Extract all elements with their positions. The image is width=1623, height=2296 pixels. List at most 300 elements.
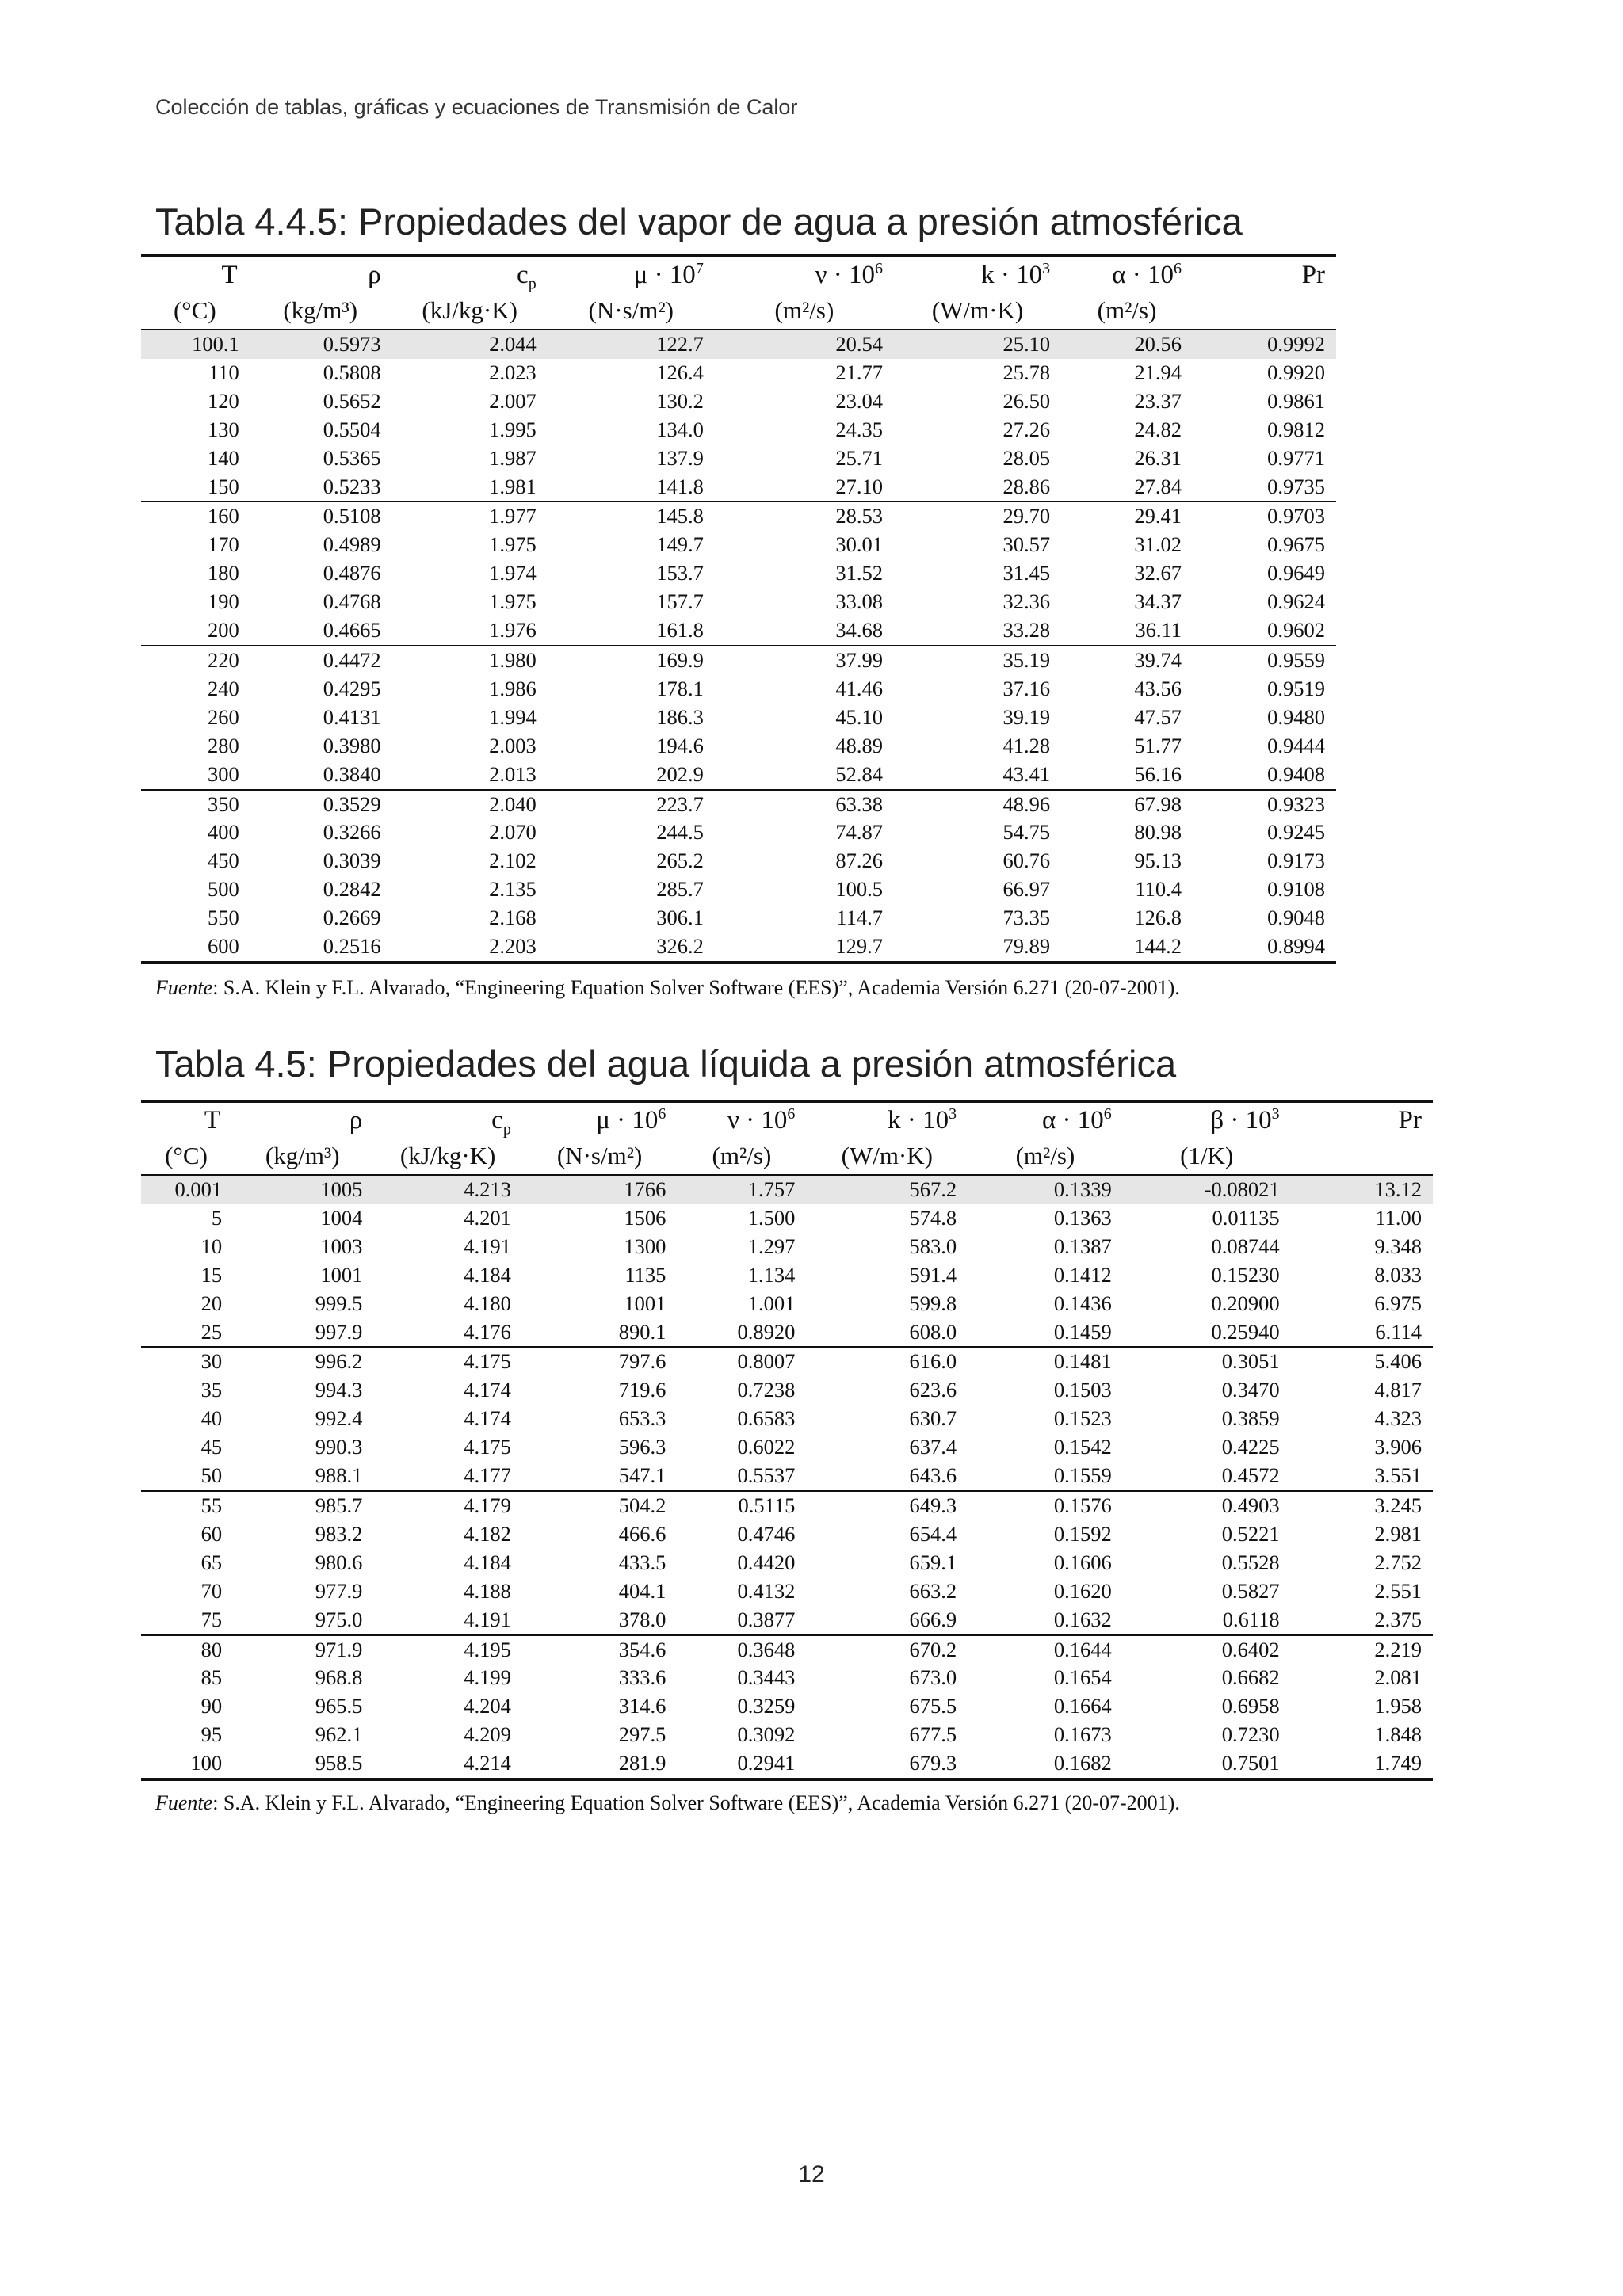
table-cell: 0.3051 bbox=[1123, 1347, 1291, 1376]
table-cell: 623.6 bbox=[909, 1378, 957, 1402]
header-symbol-text: T bbox=[221, 261, 238, 289]
table-row bbox=[141, 1664, 1433, 1692]
table-cell: 0.3259 bbox=[737, 1694, 796, 1718]
column-header-symbol bbox=[548, 256, 715, 292]
table-cell: 297.5 bbox=[618, 1722, 666, 1747]
column-header-unit bbox=[1193, 292, 1336, 330]
table-cell: 4.175 bbox=[464, 1435, 511, 1459]
table-cell: 66.97 bbox=[1002, 877, 1051, 902]
table-cell: 15 bbox=[200, 1262, 223, 1287]
table-row bbox=[141, 1549, 1433, 1577]
table-cell: 2.551 bbox=[1374, 1578, 1422, 1603]
table-cell: 0.4903 bbox=[1123, 1491, 1291, 1520]
table-cell: 0.5808 bbox=[323, 360, 381, 384]
table-cell: 37.16 bbox=[1002, 676, 1051, 700]
table-cell: 649.3 bbox=[806, 1491, 968, 1520]
table-cell: 550 bbox=[207, 906, 239, 930]
table-cell: 27.10 bbox=[835, 474, 883, 498]
table-cell: 160 bbox=[141, 502, 249, 531]
table-cell: 0.9519 bbox=[1267, 676, 1325, 700]
table-cell: 1506 bbox=[624, 1205, 666, 1230]
table-cell: 1.995 bbox=[489, 417, 537, 441]
table-cell: 34.37 bbox=[1134, 589, 1182, 614]
table-row bbox=[141, 1175, 1433, 1204]
table-cell: 968.8 bbox=[315, 1665, 363, 1690]
column-header-symbol bbox=[373, 1101, 521, 1138]
table-cell: 591.4 bbox=[909, 1262, 957, 1287]
header-symbol-text: μ · 10 bbox=[596, 1106, 659, 1135]
table-cell: 574.8 bbox=[909, 1205, 957, 1230]
table-cell: 30 bbox=[141, 1347, 231, 1376]
table-cell: 0.9323 bbox=[1193, 790, 1336, 819]
table-cell: 33.28 bbox=[1002, 618, 1051, 643]
column-header-unit: (kJ/kg·K) bbox=[399, 1142, 496, 1169]
vapor-properties-table-container bbox=[141, 254, 1336, 964]
table-cell: 4.199 bbox=[464, 1665, 511, 1690]
table-row bbox=[141, 359, 1336, 387]
table-row bbox=[141, 790, 1336, 819]
table-cell: 65 bbox=[200, 1550, 223, 1574]
table-cell: 2.040 bbox=[392, 790, 548, 819]
table-cell: 404.1 bbox=[618, 1578, 666, 1603]
table-cell: 2.081 bbox=[1374, 1665, 1422, 1690]
table-row bbox=[141, 1721, 1433, 1749]
table-row bbox=[141, 416, 1336, 444]
table-row bbox=[141, 904, 1336, 933]
table-cell: 0.1606 bbox=[1053, 1550, 1112, 1574]
table-row bbox=[141, 502, 1336, 531]
table-title: Tabla 4.4.5: Propiedades del vapor de agua a presión atmosférica bbox=[155, 200, 1243, 242]
table-cell: 890.1 bbox=[618, 1319, 666, 1344]
table-row bbox=[141, 933, 1336, 963]
table-cell: 52.84 bbox=[835, 761, 883, 786]
table-cell: 0.9048 bbox=[1267, 906, 1325, 930]
column-header-unit: (N·s/m²) bbox=[588, 296, 674, 324]
table-cell: 433.5 bbox=[618, 1550, 666, 1574]
table-cell: 45.10 bbox=[835, 704, 883, 729]
table-title: Tabla 4.5: Propiedades del agua líquida a presión atmosférica bbox=[155, 1043, 1177, 1085]
table-cell: 5.406 bbox=[1291, 1347, 1433, 1376]
header-symbol-text: ρ bbox=[349, 1106, 363, 1135]
table-cell: 32.67 bbox=[1134, 561, 1182, 585]
table-cell: 1.001 bbox=[747, 1291, 796, 1315]
table-cell: 36.11 bbox=[1135, 618, 1182, 643]
table-cell: 0.8994 bbox=[1193, 933, 1336, 963]
table-cell: 73.35 bbox=[1002, 906, 1051, 930]
table-cell: 0.9703 bbox=[1193, 502, 1336, 531]
table-cell: 670.2 bbox=[806, 1635, 968, 1665]
table-cell: 1.134 bbox=[747, 1262, 796, 1287]
table-cell: 300 bbox=[207, 761, 239, 786]
table-cell: 6.975 bbox=[1374, 1291, 1422, 1315]
source-label: Fuente bbox=[155, 976, 213, 999]
table-cell: 35 bbox=[200, 1378, 223, 1402]
table-cell: 0.4989 bbox=[323, 532, 381, 557]
table-cell: 2.013 bbox=[489, 761, 537, 786]
table-row bbox=[141, 1749, 1433, 1779]
table-cell: 20 bbox=[200, 1291, 223, 1315]
table-cell: 30.57 bbox=[1002, 532, 1051, 557]
table-cell: 4.174 bbox=[464, 1406, 511, 1431]
table-cell: 21.94 bbox=[1134, 360, 1182, 384]
table-cell: 1.500 bbox=[747, 1205, 796, 1230]
table-cell: 992.4 bbox=[315, 1406, 363, 1431]
table-cell: 2.102 bbox=[489, 849, 537, 873]
table-cell: 0.9480 bbox=[1267, 704, 1325, 729]
table-cell: 2.044 bbox=[392, 330, 548, 359]
table-cell: 971.9 bbox=[231, 1635, 373, 1665]
column-header-unit: (kg/m³) bbox=[283, 296, 358, 324]
table-cell: 0.5973 bbox=[249, 330, 392, 359]
table-cell: 596.3 bbox=[618, 1435, 666, 1459]
table-cell: 0.5528 bbox=[1221, 1550, 1280, 1574]
table-cell: 0.1673 bbox=[1053, 1722, 1112, 1747]
header-subscript: p bbox=[502, 1120, 511, 1138]
table-cell: 0.9771 bbox=[1267, 445, 1325, 470]
table-cell: 35.19 bbox=[894, 646, 1061, 675]
table-cell: 0.08744 bbox=[1211, 1234, 1280, 1258]
table-cell: 281.9 bbox=[522, 1749, 678, 1779]
table-cell: 3.245 bbox=[1291, 1491, 1433, 1520]
table-cell: 1300 bbox=[624, 1234, 666, 1258]
table-cell: 28.53 bbox=[715, 502, 894, 531]
column-header-symbol bbox=[677, 1101, 806, 1138]
table-cell: 220 bbox=[141, 646, 249, 675]
table-row bbox=[141, 559, 1336, 588]
table-cell: 0.5827 bbox=[1221, 1578, 1280, 1603]
table-cell: 0.3840 bbox=[323, 761, 381, 786]
table-cell: 0.6402 bbox=[1123, 1635, 1291, 1665]
table-cell: 0.9444 bbox=[1267, 733, 1325, 757]
table-cell: 333.6 bbox=[618, 1665, 666, 1690]
table-cell: 567.2 bbox=[806, 1175, 968, 1204]
table-cell: 87.26 bbox=[835, 849, 883, 873]
table-cell: 153.7 bbox=[656, 561, 704, 585]
column-header-unit bbox=[1291, 1138, 1433, 1175]
table-cell: 0.8920 bbox=[737, 1319, 796, 1344]
table-cell: 1001 bbox=[320, 1262, 363, 1287]
table-cell: 0.5115 bbox=[677, 1491, 806, 1520]
table-cell: 0.9408 bbox=[1267, 761, 1325, 786]
header-symbol-text: c bbox=[517, 261, 529, 289]
table-cell: 997.9 bbox=[315, 1319, 363, 1344]
table-cell: 4.213 bbox=[373, 1175, 521, 1204]
table-row bbox=[141, 1290, 1433, 1318]
table-row bbox=[141, 1577, 1433, 1606]
column-header-unit: (m²/s) bbox=[774, 296, 834, 324]
table-cell: 450 bbox=[207, 849, 239, 873]
table-cell: 1766 bbox=[522, 1175, 678, 1204]
table-cell: 39.19 bbox=[1002, 704, 1051, 729]
table-cell: 4.191 bbox=[464, 1234, 511, 1258]
table-row bbox=[141, 732, 1336, 761]
table-cell: 975.0 bbox=[315, 1607, 363, 1631]
table-row bbox=[141, 616, 1336, 646]
table-cell: 654.4 bbox=[909, 1521, 957, 1546]
table-cell: 0.4132 bbox=[737, 1578, 796, 1603]
table-cell: 0.3039 bbox=[323, 849, 381, 873]
table-cell: 50 bbox=[200, 1463, 223, 1488]
table-cell: 27.26 bbox=[1002, 417, 1051, 441]
table-cell: 1005 bbox=[231, 1175, 373, 1204]
header-exponent: 6 bbox=[787, 1105, 796, 1123]
table-cell: 2.070 bbox=[489, 820, 537, 845]
table-cell: 0.1632 bbox=[1053, 1607, 1112, 1631]
header-symbol-text: Pr bbox=[1301, 261, 1325, 289]
table-cell: 100.5 bbox=[835, 877, 883, 902]
table-cell: 0.1363 bbox=[1053, 1205, 1112, 1230]
table-cell: 4.182 bbox=[464, 1521, 511, 1546]
table-cell: 178.1 bbox=[656, 676, 704, 700]
table-cell: 48.96 bbox=[894, 790, 1061, 819]
table-row bbox=[141, 1261, 1433, 1290]
table-cell: 0.6682 bbox=[1221, 1665, 1280, 1690]
table-cell: 4.180 bbox=[464, 1291, 511, 1315]
table-cell: 0.2516 bbox=[249, 933, 392, 963]
table-cell: 0.3092 bbox=[737, 1722, 796, 1747]
header-exponent: 6 bbox=[1173, 260, 1182, 277]
table-cell: 200 bbox=[207, 618, 239, 643]
table-cell: 0.7501 bbox=[1123, 1749, 1291, 1779]
table-cell: 965.5 bbox=[315, 1694, 363, 1718]
table-cell: 186.3 bbox=[656, 704, 704, 729]
table-cell: 0.1481 bbox=[968, 1347, 1123, 1376]
table-row bbox=[141, 387, 1336, 416]
page-number: 12 bbox=[798, 2161, 825, 2187]
table-cell: 4.188 bbox=[464, 1578, 511, 1603]
liquid-properties-table-container bbox=[141, 1100, 1433, 1781]
table-cell: 2.023 bbox=[489, 360, 537, 384]
table-cell: 1.994 bbox=[489, 704, 537, 729]
table-cell: 0.3470 bbox=[1221, 1378, 1280, 1402]
table-cell: 547.1 bbox=[618, 1463, 666, 1488]
table-cell: 170 bbox=[207, 532, 239, 557]
table-cell: 616.0 bbox=[806, 1347, 968, 1376]
table-cell: 110 bbox=[208, 360, 239, 384]
table-cell: 2.003 bbox=[489, 733, 537, 757]
table-cell: 141.8 bbox=[656, 474, 704, 498]
table-row bbox=[141, 588, 1336, 616]
table-cell: 43.56 bbox=[1134, 676, 1182, 700]
table-cell: 80 bbox=[141, 1635, 231, 1665]
table-cell: 5 bbox=[211, 1205, 223, 1230]
header-row-symbols bbox=[141, 256, 1336, 292]
table-cell: 1.848 bbox=[1374, 1722, 1422, 1747]
column-header-symbol bbox=[249, 256, 392, 292]
table-cell: 378.0 bbox=[618, 1607, 666, 1631]
column-header-unit: (W/m·K) bbox=[841, 1142, 933, 1169]
table-cell: 157.7 bbox=[656, 589, 704, 614]
table-cell: 31.45 bbox=[1002, 561, 1051, 585]
table-cell: 13.12 bbox=[1291, 1175, 1433, 1204]
vapor-properties-table bbox=[141, 254, 1336, 964]
column-header-unit: (m²/s) bbox=[1097, 296, 1157, 324]
table-cell: 1.297 bbox=[747, 1234, 796, 1258]
table-cell: 1.975 bbox=[489, 589, 537, 614]
table-row bbox=[141, 1462, 1433, 1491]
table-cell: 0.20900 bbox=[1211, 1291, 1280, 1315]
table-cell: 2.007 bbox=[489, 388, 537, 413]
table-cell: 2.219 bbox=[1291, 1635, 1433, 1665]
table-cell: 55 bbox=[141, 1491, 231, 1520]
table-cell: 677.5 bbox=[909, 1722, 957, 1747]
table-cell: 134.0 bbox=[656, 417, 704, 441]
table-cell: 0.6022 bbox=[737, 1435, 796, 1459]
table-row bbox=[141, 1433, 1433, 1462]
table-cell: 0.4131 bbox=[323, 704, 381, 729]
table-cell: 314.6 bbox=[618, 1694, 666, 1718]
header-symbol-text: T bbox=[204, 1106, 221, 1135]
table-cell: 33.08 bbox=[835, 589, 883, 614]
source-label: Fuente bbox=[155, 1791, 213, 1814]
header-symbol-text: Pr bbox=[1398, 1106, 1422, 1135]
table-cell: 24.82 bbox=[1134, 417, 1182, 441]
table-cell: 39.74 bbox=[1061, 646, 1193, 675]
liquid-properties-table bbox=[141, 1100, 1433, 1781]
table-cell: 980.6 bbox=[315, 1550, 363, 1574]
table-cell: 4.201 bbox=[464, 1205, 511, 1230]
table-cell: 504.2 bbox=[522, 1491, 678, 1520]
column-header-unit: (W/m·K) bbox=[931, 296, 1024, 324]
table-cell: 126.8 bbox=[1134, 906, 1182, 930]
table-cell: 244.5 bbox=[656, 820, 704, 845]
header-symbol-text: μ · 10 bbox=[633, 261, 696, 289]
table-cell: 47.57 bbox=[1134, 704, 1182, 729]
table-cell: 130 bbox=[207, 417, 239, 441]
table-cell: 0.4420 bbox=[737, 1550, 796, 1574]
table-cell: 120 bbox=[207, 388, 239, 413]
table-cell: 0.4768 bbox=[323, 589, 381, 614]
table-cell: 1.981 bbox=[489, 474, 537, 498]
table-cell: 43.41 bbox=[1002, 761, 1051, 786]
table-row bbox=[141, 1318, 1433, 1348]
table-cell: 31.52 bbox=[835, 561, 883, 585]
table-cell: 194.6 bbox=[656, 733, 704, 757]
table-cell: 144.2 bbox=[1061, 933, 1193, 963]
table-cell: 110.4 bbox=[1135, 877, 1182, 902]
table-cell: 75 bbox=[200, 1607, 223, 1631]
header-row-symbols bbox=[141, 1101, 1433, 1138]
table-cell: 0.9602 bbox=[1267, 618, 1325, 643]
table-cell: 354.6 bbox=[522, 1635, 678, 1665]
table-cell: 11.00 bbox=[1375, 1205, 1422, 1230]
table-cell: 663.2 bbox=[909, 1578, 957, 1603]
table-cell: 26.31 bbox=[1134, 445, 1182, 470]
table-cell: 500 bbox=[207, 877, 239, 902]
table-cell: 0.4572 bbox=[1221, 1463, 1280, 1488]
table-cell: 1.980 bbox=[392, 646, 548, 675]
table-cell: 0.1592 bbox=[1053, 1521, 1112, 1546]
table-cell: 161.8 bbox=[656, 618, 704, 643]
table-cell: 0.9108 bbox=[1267, 877, 1325, 902]
table-source-note bbox=[155, 976, 1180, 1000]
table-cell: 630.7 bbox=[909, 1406, 957, 1431]
table-cell: 985.7 bbox=[231, 1491, 373, 1520]
table-cell: 0.1542 bbox=[1053, 1435, 1112, 1459]
table-cell: 0.1620 bbox=[1053, 1578, 1112, 1603]
table-cell: 0.1387 bbox=[1053, 1234, 1112, 1258]
table-cell: 114.7 bbox=[836, 906, 883, 930]
table-cell: 0.9649 bbox=[1267, 561, 1325, 585]
table-cell: 223.7 bbox=[548, 790, 715, 819]
header-symbol-text: k · 10 bbox=[888, 1106, 949, 1135]
table-cell: 0.3859 bbox=[1221, 1406, 1280, 1431]
table-cell: 100.1 bbox=[141, 330, 249, 359]
table-cell: 637.4 bbox=[909, 1435, 957, 1459]
table-cell: 126.4 bbox=[656, 360, 704, 384]
header-exponent: 6 bbox=[658, 1105, 666, 1123]
table-cell: 1003 bbox=[320, 1234, 363, 1258]
table-cell: 400 bbox=[207, 820, 239, 845]
table-cell: 0.5365 bbox=[323, 445, 381, 470]
table-cell: 0.9861 bbox=[1267, 388, 1325, 413]
table-cell: 4.174 bbox=[464, 1378, 511, 1402]
table-row bbox=[141, 1204, 1433, 1233]
table-cell: 30.01 bbox=[835, 532, 883, 557]
table-row bbox=[141, 1233, 1433, 1261]
table-cell: 169.9 bbox=[548, 646, 715, 675]
table-cell: 1.958 bbox=[1374, 1694, 1422, 1718]
table-cell: 10 bbox=[200, 1234, 223, 1258]
table-cell: 45 bbox=[200, 1435, 223, 1459]
table-cell: 70 bbox=[200, 1578, 223, 1603]
table-cell: 466.6 bbox=[618, 1521, 666, 1546]
table-cell: 0.9735 bbox=[1267, 474, 1325, 498]
table-cell: 130.2 bbox=[656, 388, 704, 413]
table-cell: 4.195 bbox=[373, 1635, 521, 1665]
table-cell: 0.5652 bbox=[323, 388, 381, 413]
source-text: : S.A. Klein y F.L. Alvarado, “Engineering Equation Solver Software (EES)”, Academia Versión 6.271 (20-07-2001). bbox=[212, 976, 1180, 999]
table-cell: 27.84 bbox=[1134, 474, 1182, 498]
table-cell: 1.977 bbox=[392, 502, 548, 531]
table-cell: 1.749 bbox=[1291, 1749, 1433, 1779]
table-cell: 0.1576 bbox=[968, 1491, 1123, 1520]
header-row-units bbox=[141, 292, 1336, 330]
table-cell: 599.8 bbox=[909, 1291, 957, 1315]
table-cell: 0.9920 bbox=[1267, 360, 1325, 384]
table-cell: 350 bbox=[141, 790, 249, 819]
table-cell: 673.0 bbox=[909, 1665, 957, 1690]
table-cell: 149.7 bbox=[656, 532, 704, 557]
table-cell: 32.36 bbox=[1002, 589, 1051, 614]
header-exponent: 3 bbox=[1271, 1105, 1280, 1123]
table-cell: 0.5221 bbox=[1221, 1521, 1280, 1546]
source-text: : S.A. Klein y F.L. Alvarado, “Engineering Equation Solver Software (EES)”, Academia Versión 6.271 (20-07-2001). bbox=[212, 1791, 1180, 1814]
table-cell: 28.86 bbox=[1002, 474, 1051, 498]
table-cell: 1001 bbox=[624, 1291, 666, 1315]
table-cell: 988.1 bbox=[315, 1463, 363, 1488]
table-cell: 0.1559 bbox=[1053, 1463, 1112, 1488]
column-header-unit: (kg/m³) bbox=[265, 1142, 340, 1169]
header-symbol-text: ν · 10 bbox=[727, 1106, 788, 1135]
table-cell: 23.37 bbox=[1134, 388, 1182, 413]
header-exponent: 3 bbox=[949, 1105, 957, 1123]
header-symbol-text: β · 10 bbox=[1210, 1106, 1272, 1135]
table-cell: 31.02 bbox=[1134, 532, 1182, 557]
table-cell: 0.5537 bbox=[737, 1463, 796, 1488]
column-header-unit: (m²/s) bbox=[1015, 1142, 1075, 1169]
table-cell: 0.4746 bbox=[737, 1521, 796, 1546]
table-row bbox=[141, 531, 1336, 559]
table-cell: 0.8007 bbox=[677, 1347, 806, 1376]
table-cell: 79.89 bbox=[894, 933, 1061, 963]
table-cell: 0.15230 bbox=[1211, 1262, 1280, 1287]
table-cell: 41.46 bbox=[835, 676, 883, 700]
header-exponent: 3 bbox=[1042, 260, 1051, 277]
column-header-symbol bbox=[141, 1101, 231, 1138]
table-cell: 4.209 bbox=[464, 1722, 511, 1747]
table-cell: 0.1412 bbox=[1053, 1262, 1112, 1287]
